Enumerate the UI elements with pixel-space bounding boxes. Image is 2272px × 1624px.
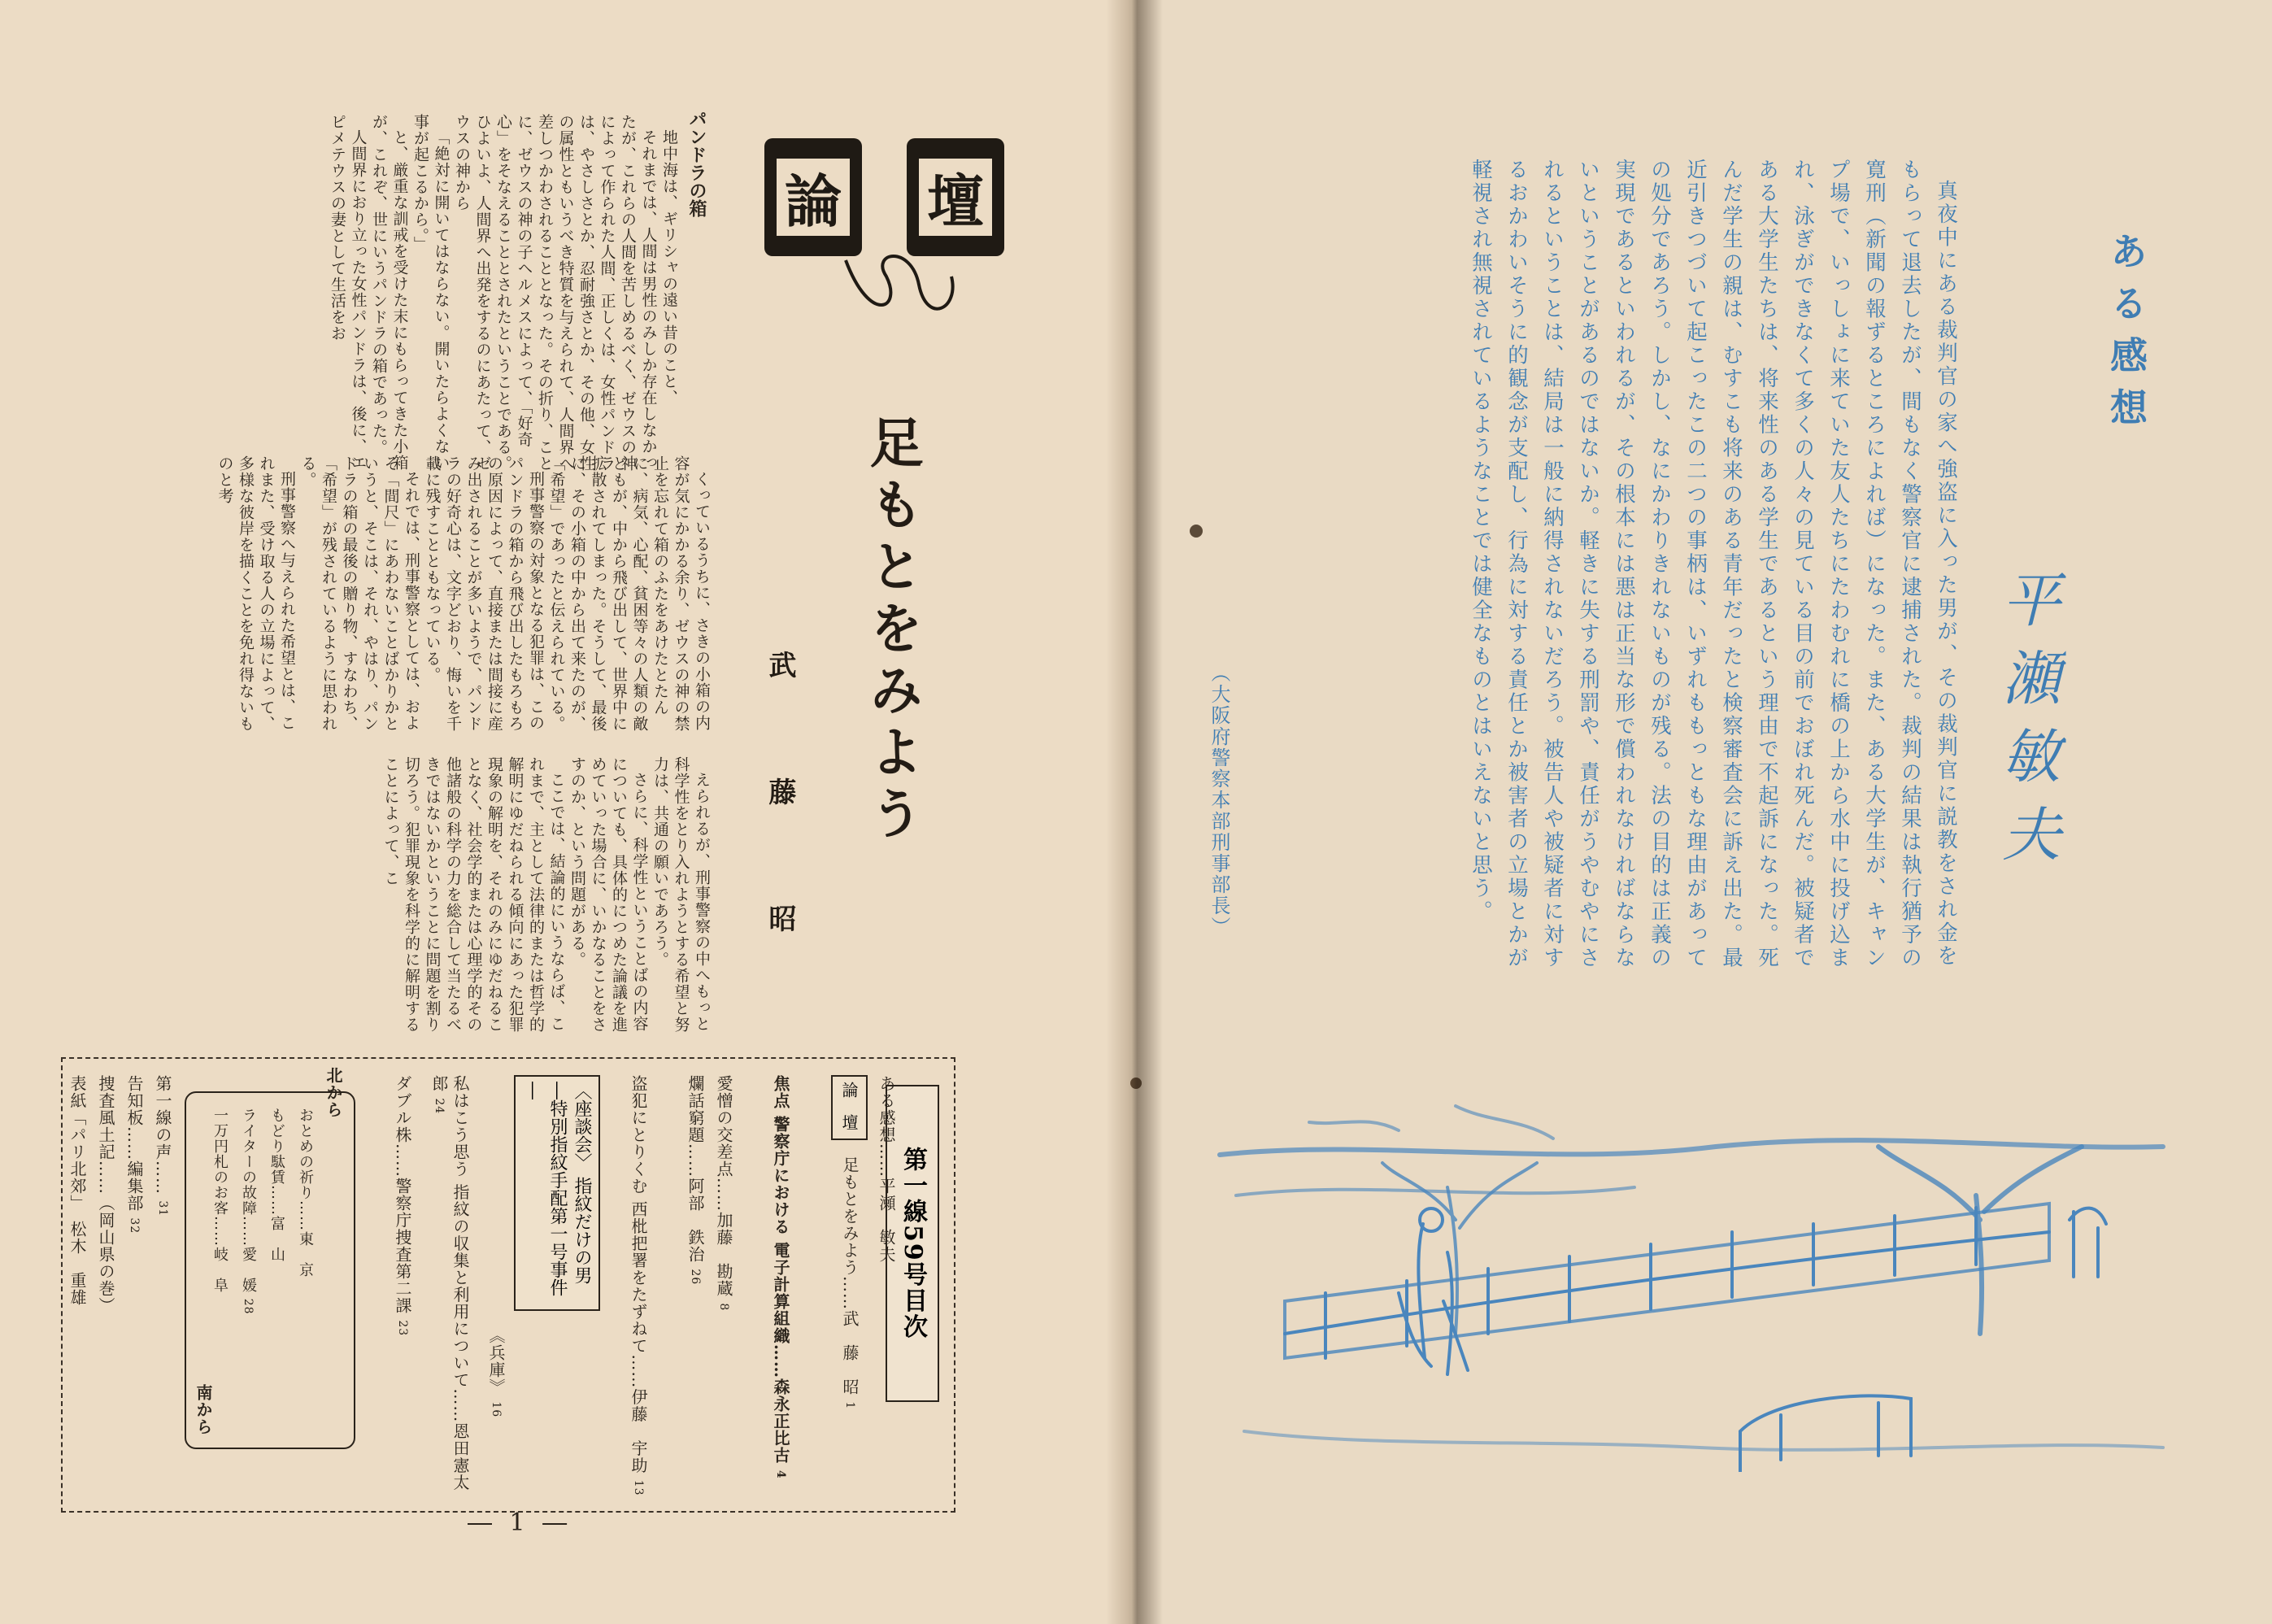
paragraph: ここでは、結論的にいうならば、これまで、主として法律的または哲学的解明にゆだねられる傾向にあった犯罪現象の解明を、それのみにゆだねることなく、社会学的または心理学的その他諸般の科学の力を総合して当たるべきではないかということに問題を割り切ろう。犯罪現象を科学的に解明することによって、こ	[381, 756, 566, 1033]
toc-entry-page: 23	[396, 1320, 409, 1337]
toc-entry-author: 富 山	[268, 1216, 285, 1262]
toc-entry[interactable]: 爛話窮題……阿部 鉄治 26	[686, 1075, 705, 1286]
toc-entry-author: 森永正比古	[771, 1378, 790, 1464]
toc-header: 第一線59号目次	[886, 1085, 939, 1402]
toc-entry[interactable]: 愛憎の交差点……加藤 勘蔵 8	[714, 1075, 733, 1312]
toc-entry[interactable]	[67, 1075, 88, 1498]
paragraph: それでは、刑事警察としては、およそ「間尺」にあわないことばかりかというと、そこは、それ、やはり、パンドラの箱の最後の贈り物、すなわち、「希望」が残されているように思われる。	[298, 455, 420, 732]
article-column-3	[77, 756, 712, 1041]
toc-entry-author: 岐 阜	[211, 1247, 229, 1293]
toc-entry-author: 東 京	[297, 1231, 314, 1278]
toc-entry-title: 表紙「パリ北郊」	[67, 1075, 87, 1204]
toc-entry-page: 1	[843, 1401, 856, 1410]
paragraph: 「絶対に開いてはならない。開いたらよくない事が起こるから。」	[411, 114, 450, 471]
toc-entry-author: 伊藤 宇助	[629, 1388, 648, 1474]
section-heading: パンドラの箱	[686, 110, 707, 217]
essay-body	[1264, 159, 1964, 980]
toc-entry-author: 武 藤 昭	[840, 1310, 860, 1395]
toc-entry-author: 恩田憲太郎	[429, 1075, 470, 1491]
toc-entry[interactable]: 捜査風土記……（岡山県の巻）	[96, 1075, 115, 1314]
paragraph: えられるが、刑事警察の中へもっと科学性をとり入れようとする希望と努力は、共通の願いであろう。	[651, 756, 711, 1033]
toc-entry-author: 南から	[194, 1384, 213, 1435]
toc-entry-title: 捜査風土記	[96, 1075, 115, 1160]
paragraph: 人間界におり立った女性パンドラは、後に、エピメテウスの妻として生活をお	[329, 114, 368, 471]
page-number: ― 1 ―	[468, 1509, 572, 1537]
toc-zadankai-box[interactable]	[514, 1075, 600, 1311]
toc-entry-author: 愛 媛	[240, 1247, 257, 1293]
toc-entry-title: 盗犯にとりくむ 西枇把署をたずねて	[629, 1075, 648, 1355]
essay-title: ある感想	[2104, 232, 2148, 440]
toc-entry-page: 28	[242, 1298, 255, 1315]
toc-entry-page: 32	[128, 1217, 141, 1234]
toc-entry-author: 阿部 鉄治	[686, 1178, 705, 1263]
toc-entry-page: 26	[689, 1269, 702, 1286]
toc-entry-author: 警察庁捜査第二課	[393, 1178, 412, 1314]
toc-entry[interactable]: ある感想……平瀬 敏夫	[877, 1075, 896, 1263]
book-gutter	[1106, 0, 1163, 1624]
toc-kita-label	[323, 1067, 344, 1148]
paragraph: 真夜中にある裁判官の家へ強盗に入った男が、その裁判官に説教をされ金をもらって退去したが、間もなく警察官に逮捕された。裁判の結果は執行猶予の寛刑（新聞の報ずるところによれば）になった。また、ある大学生が、キャンプ場で、いっしょに来ていた友人たちにたわむれに橋の上から水中に投げ込まれ、泳ぎができなくて多くの人々の見ている目の前でおぼれ死んだ。被疑者である大学生たちは、将来性のある学生であるという理由で不起訴になった。死んだ学生の親は、むすこも将来のある青年だったと検察審査会に訴え出た。最近引きつづいて起こったこの二つの事柄は、いずれももっともな理由があっての処分であろう。しかし、なにかわりきれないものが残る。法の目的は正義の実現であるといわれるが、その根本には悪は正当な形で償われなければならないということがあるのではないか。軽きに失する刑罰や、責任がうやむやにされるということは、結局は一般に納得されないだろう。被告人や被疑者に対するおかわいそうに的観念が支配し、行為に対する責任とか被害者の立場とかが軽視され無視されているようなことでは健全なものとはいえないと思う。	[1469, 159, 1958, 970]
logo-char-ron: 論	[785, 168, 842, 235]
article-title: 足もとをみよう	[860, 415, 924, 847]
logo-char-dan: 壇	[927, 168, 984, 235]
toc-entry[interactable]: ダブル株……警察庁捜査第二課 23	[393, 1075, 412, 1337]
toc-entry-title: 〈座談会〉 指紋だけの男 ―特別指紋手配第一号事件―	[523, 1082, 592, 1296]
toc-entry[interactable]: もどり駄賃……富 山	[268, 1108, 285, 1262]
toc-entry-title: 一万円札のお客	[211, 1108, 229, 1216]
toc-entry[interactable]: 一万円札のお客……岐 阜	[211, 1108, 229, 1293]
toc-entry-title: 焦点 警察庁における 電子計算組織	[771, 1075, 790, 1344]
toc-entry-title: ライターの故障	[240, 1108, 257, 1216]
toc-entry[interactable]: 告知板……編集部 32	[124, 1075, 144, 1234]
toc-entry[interactable]: 私はこう思う 指紋の収集と利用について……恩田憲太郎 24	[429, 1075, 470, 1491]
toc-entry-page: 8	[717, 1303, 730, 1312]
toc-entry-author: 加藤 勘蔵	[714, 1212, 733, 1297]
toc-entry-title: 爛話窮題	[686, 1075, 705, 1143]
toc-entry-title: もどり駄賃	[268, 1108, 285, 1185]
paragraph: さらに、科学性ということばの内容についても、具体的につめた論議を進めていった場合に、いかなることをさすのか、という問題がある。	[568, 756, 649, 1033]
toc-entry-title: 第一線の声	[153, 1075, 172, 1160]
toc-entry-title: おとめの祈り	[297, 1108, 314, 1200]
toc-entry-author: 編集部	[124, 1160, 144, 1212]
toc-entry[interactable]: 足もとをみよう……武 藤 昭 1	[840, 1156, 860, 1410]
article-column-1	[77, 114, 679, 472]
toc-entry[interactable]: おとめの祈り……東 京	[297, 1108, 314, 1278]
paragraph: と、厳重な訓戒を受けた末にもらってきた小箱が、これぞ、世にいうパンドラの箱であった。	[370, 114, 409, 471]
toc-entry-title: ダブル株	[393, 1075, 412, 1143]
toc-entry-title: 告知板	[124, 1075, 144, 1126]
left-page	[0, 0, 1129, 1624]
rondan-logo	[748, 122, 1016, 325]
paragraph: 刑事警察へ与えられた希望とは、これまた、受け取る人の立場によって、多様な彼岸を描くことを免れ得ないものと考	[215, 455, 296, 732]
article-author: 武 藤 昭	[764, 651, 796, 968]
table-of-contents	[61, 1057, 955, 1513]
toc-entry-title: 論 壇	[839, 1082, 859, 1130]
paragraph: 刑事警察の対象となる犯罪は、このパンドラの箱から飛び出したもろもろの原因によって、直接または間接に産み出されることが多いようで、パンドラの好奇心は、文字どおり、悔いを千載に残すことともなっている。	[423, 455, 545, 732]
toc-rondan-box	[831, 1075, 868, 1140]
toc-entry-title: 足もとをみよう	[840, 1156, 860, 1276]
park-sketch-illustration	[1212, 1090, 2171, 1472]
toc-entry-page: 31	[156, 1200, 169, 1217]
toc-entry-page: 4	[774, 1469, 787, 1479]
toc-entry-author: 《兵庫》	[486, 1327, 506, 1395]
toc-entry-page: 24	[433, 1098, 446, 1115]
toc-entry-author: 松木 重雄	[67, 1221, 87, 1306]
toc-entry[interactable]: 第一線の声…… 31	[153, 1075, 172, 1217]
paragraph: それまでは、人間は男性のみしか存在しなかったが、これらの人間を苦しめるべく、ゼウスの神によって作られた人間、正しくは、女性パンドラは、やさしさとか、忍耐強さとか、その他、女性の属性ともいうべき特質を与えられて、人間界へ差しつかわされることとなった。その折り、ことに、ゼウスの神の子ヘルメスによって、「好奇心」をそなえることとされたということである。ひよいよ、人間界へ出発をするのにあたって、ゼウスの神から	[453, 114, 658, 472]
toc-entry-page: 16	[490, 1401, 503, 1418]
ink-spot	[1190, 525, 1203, 538]
author-affiliation: （大阪府警察本部刑事部長）	[1208, 663, 1230, 938]
toc-entry-title: 北から	[324, 1067, 343, 1118]
toc-entry[interactable]: 焦点 警察庁における 電子計算組織……森永正比古 4	[771, 1075, 790, 1479]
paragraph: 地中海は、ギリシャの遠い昔のこと、	[660, 129, 678, 406]
toc-entry-title: 愛憎の交差点	[714, 1075, 733, 1178]
toc-entry-page: 13	[632, 1479, 645, 1496]
article-column-2	[77, 455, 712, 740]
paragraph: くっているうちに、さきの小箱の内容が気にかかる余り、ゼウスの神の禁止を忘れて箱のふたをあけたとたんに、病気、心配、貧困等々の人類の敵どもが、中から飛び出して、世界中に拡散されてしまった。そうして、最後に、その小箱の中から出て来たのが、「希望」であったと伝えられている。	[547, 455, 711, 732]
toc-entry-title: ある感想	[877, 1075, 896, 1143]
toc-entry[interactable]: ライターの故障……愛 媛 28	[240, 1108, 257, 1315]
essay-author: 平瀬敏夫	[1992, 569, 2061, 882]
toc-entry-author: 平瀬 敏夫	[877, 1178, 896, 1263]
toc-entry-author: （岡山県の巻）	[96, 1195, 115, 1314]
toc-entry-title: 私はこう思う 指紋の収集と利用について	[450, 1075, 470, 1389]
toc-entry[interactable]: 盗犯にとりくむ 西枇把署をたずねて……伊藤 宇助 13	[629, 1075, 648, 1496]
toc-entry[interactable]	[485, 1327, 507, 1490]
